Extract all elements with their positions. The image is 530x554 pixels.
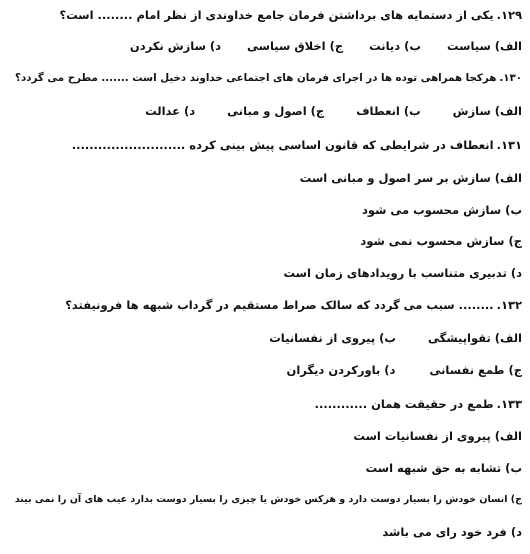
question-131 [8, 134, 522, 156]
option-alef [8, 425, 522, 447]
question-number: ۱۳۱. [496, 138, 522, 152]
question-number: ۱۲۹. [496, 8, 522, 22]
option-jim: ج) اصول و مبانی [227, 104, 325, 118]
option-jim: ج) طمع نفسانی [429, 363, 522, 377]
question-number: ۱۳۳. [496, 397, 522, 411]
question-129 [8, 4, 522, 26]
question-text: یکی از دستمایه های برداشتن فرمان جامع خداوندی از نظر امام ........ است؟ [59, 8, 494, 22]
option-text: د) فرد خود رای می باشد [382, 525, 522, 539]
question-130 [8, 67, 522, 89]
question-text: هرکجا همراهی توده ها در اجرای فرمان های اجتماعی خداوند دخیل است ....... مطرح می گردد؟ [15, 72, 497, 84]
option-jim [8, 489, 522, 511]
option-alef [8, 167, 522, 189]
option-text: ب) سازش محسوب می شود [362, 203, 522, 217]
question-number: ۱۳۲. [496, 298, 522, 312]
question-132 [8, 294, 522, 316]
option-jim: ج) اخلاق سیاسی [247, 39, 344, 53]
options-130 [8, 100, 522, 122]
question-text: ........ سبب می گردد که سالک صراط مستقیم در گرداب شبهه ها فرونیفتد؟ [65, 298, 494, 312]
option-jim [8, 230, 522, 252]
option-text: د) تدبیری متناسب با رویدادهای زمان است [283, 266, 522, 280]
options-129 [8, 35, 522, 57]
question-text: انعطاف در شرایطی که قانون اساسی پیش بینی کرده .......................... [71, 138, 494, 152]
option-alef: الف) سازش [452, 104, 522, 118]
option-be: ب) پیروی از نفسانیات [269, 331, 396, 345]
option-be [8, 199, 522, 221]
question-number: ۱۳۰. [499, 72, 522, 84]
option-text: ج) انسان خودش را بسیار دوست دارد و هرکس خودش یا چیزی را بسیار دوست بدارد عیب های آن را نمی بیند [14, 494, 522, 505]
option-dal: د) باورکردن دیگران [286, 363, 396, 377]
question-text: طمع در حقیقت همان ............ [314, 397, 494, 411]
option-alef: الف) سیاست [446, 39, 522, 53]
option-dal: د) عدالت [145, 104, 196, 118]
option-alef: الف) تقواپیشگی [428, 331, 522, 345]
option-dal [8, 262, 522, 284]
option-text: ج) سازش محسوب نمی شود [360, 234, 522, 248]
option-dal: د) سازش نکردن [129, 39, 222, 53]
option-text: الف) پیروی از نفسانیات است [353, 429, 522, 443]
option-text: الف) سازش بر سر اصول و مبانی است [299, 171, 522, 185]
question-133 [8, 393, 522, 415]
option-text: ب) تشابه به حق شبهه است [365, 461, 522, 475]
options-132-b [8, 359, 522, 381]
option-be [8, 457, 522, 479]
option-be: ب) دیانت [369, 39, 421, 53]
options-132-a [8, 327, 522, 349]
option-be: ب) انعطاف [356, 104, 421, 118]
option-dal [8, 521, 522, 543]
